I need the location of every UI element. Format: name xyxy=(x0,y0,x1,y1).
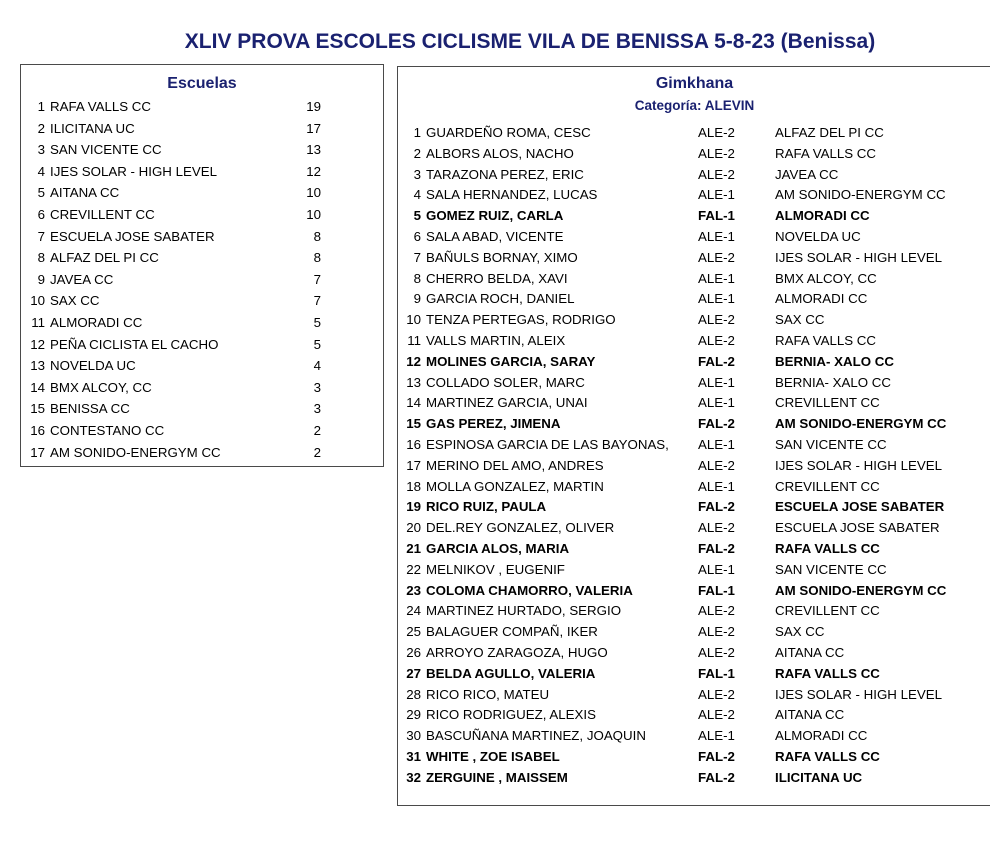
points: 8 xyxy=(313,228,321,244)
club-name: CREVILLENT CC xyxy=(775,395,880,411)
rider-category: ALE-2 xyxy=(698,125,735,140)
position: 2 xyxy=(37,120,45,136)
position: 28 xyxy=(406,686,421,702)
club-name: ALMORADI CC xyxy=(775,208,870,224)
rider-category: ALE-1 xyxy=(698,270,735,286)
club-name: RAFA VALLS CC xyxy=(775,749,880,764)
escuelas-table xyxy=(20,64,384,467)
position: 3 xyxy=(37,142,45,158)
school-name: CREVILLENT CC xyxy=(50,207,155,222)
rider-row xyxy=(398,414,988,435)
rider-row xyxy=(398,477,988,498)
points: 3 xyxy=(313,379,321,395)
rider-row xyxy=(398,144,988,165)
escuela-row xyxy=(21,269,381,291)
position: 14 xyxy=(30,379,45,395)
points: 2 xyxy=(313,423,321,438)
rider-name: RICO RUIZ, PAULA xyxy=(426,499,547,515)
points: 7 xyxy=(313,271,321,287)
escuela-row xyxy=(21,355,381,377)
position: 32 xyxy=(406,769,421,785)
points: 13 xyxy=(306,142,321,158)
position: 20 xyxy=(406,520,421,536)
school-name: SAN VICENTE CC xyxy=(50,142,162,158)
rider-category: ALE-1 xyxy=(698,229,735,244)
rider-category: ALE-1 xyxy=(698,187,735,203)
rider-row xyxy=(398,768,988,789)
club-name: ILICITANA UC xyxy=(775,769,863,785)
position: 16 xyxy=(406,437,421,452)
rider-category: FAL-2 xyxy=(698,769,735,785)
school-name: PEÑA CICLISTA EL CACHO xyxy=(50,336,219,352)
rider-name: RICO RICO, MATEU xyxy=(426,686,550,702)
club-name: JAVEA CC xyxy=(775,166,839,182)
rider-name: GUARDEÑO ROMA, CESC xyxy=(426,125,591,140)
rider-category: ALE-1 xyxy=(698,374,735,390)
position: 11 xyxy=(31,315,45,330)
escuela-row xyxy=(21,420,381,442)
club-name: AITANA CC xyxy=(775,707,845,723)
rider-category: FAL-2 xyxy=(698,353,735,369)
rider-name: DEL.REY GONZALEZ, OLIVER xyxy=(426,520,615,536)
position: 6 xyxy=(37,207,45,222)
rider-name: CHERRO BELDA, XAVI xyxy=(426,270,568,286)
escuela-row xyxy=(21,161,381,183)
position: 8 xyxy=(413,270,421,286)
points: 12 xyxy=(306,163,321,179)
rider-row xyxy=(398,539,988,560)
rider-row xyxy=(398,165,988,186)
rider-row xyxy=(398,373,988,394)
rider-row xyxy=(398,705,988,726)
escuela-row xyxy=(21,204,381,226)
club-name: ESCUELA JOSE SABATER xyxy=(775,520,940,536)
position: 4 xyxy=(37,163,45,179)
rider-name: COLLADO SOLER, MARC xyxy=(426,374,585,390)
position: 5 xyxy=(413,208,421,224)
escuela-row xyxy=(21,118,381,140)
rider-name: RICO RODRIGUEZ, ALEXIS xyxy=(426,707,596,723)
rider-name: ALBORS ALOS, NACHO xyxy=(426,145,574,161)
club-name: BMX ALCOY, CC xyxy=(775,270,877,286)
rider-category: FAL-1 xyxy=(698,208,735,224)
position: 5 xyxy=(37,185,45,201)
position: 17 xyxy=(406,457,421,473)
rider-row xyxy=(398,581,988,602)
rider-row xyxy=(398,456,988,477)
escuela-row xyxy=(21,398,381,420)
position: 15 xyxy=(406,416,421,432)
rider-category: ALE-2 xyxy=(698,457,735,473)
position: 29 xyxy=(406,707,421,723)
rider-category: FAL-1 xyxy=(698,665,735,681)
page-title: XLIV PROVA ESCOLES CICLISME VILA DE BENISSA 5-8-23 (Benissa) xyxy=(184,30,876,53)
club-name: CREVILLENT CC xyxy=(775,603,880,619)
rider-name: GARCIA ALOS, MARIA xyxy=(426,541,570,556)
position: 26 xyxy=(406,645,421,660)
position: 3 xyxy=(413,166,421,182)
rider-name: MARTINEZ GARCIA, UNAI xyxy=(426,395,588,411)
rider-row xyxy=(398,622,988,643)
rider-name: SALA HERNANDEZ, LUCAS xyxy=(426,187,598,203)
rider-category: ALE-2 xyxy=(698,645,735,660)
club-name: IJES SOLAR - HIGH LEVEL xyxy=(775,249,943,265)
school-name: AM SONIDO-ENERGYM CC xyxy=(50,444,221,460)
rider-name: BELDA AGULLO, VALERIA xyxy=(426,665,596,681)
rider-row xyxy=(398,185,988,206)
position: 27 xyxy=(406,665,421,681)
rider-category: FAL-2 xyxy=(698,541,735,556)
points: 7 xyxy=(313,293,321,309)
rider-row xyxy=(398,497,988,518)
position: 6 xyxy=(413,229,421,244)
rider-category: FAL-1 xyxy=(698,582,735,598)
rider-category: ALE-1 xyxy=(698,395,735,411)
escuela-row xyxy=(21,247,381,269)
club-name: SAX CC xyxy=(775,312,825,328)
position: 30 xyxy=(406,728,421,744)
school-name: ALFAZ DEL PI CC xyxy=(50,250,159,266)
rider-category: ALE-2 xyxy=(698,520,735,536)
position: 13 xyxy=(30,358,45,374)
points: 10 xyxy=(306,185,321,201)
rider-category: ALE-1 xyxy=(698,291,735,307)
points: 3 xyxy=(313,401,321,417)
position: 10 xyxy=(30,293,45,309)
school-name: JAVEA CC xyxy=(50,271,114,287)
escuela-row xyxy=(21,182,381,204)
club-name: BERNIA- XALO CC xyxy=(775,353,894,369)
rider-row xyxy=(398,393,988,414)
rider-name: ZERGUINE , MAISSEM xyxy=(426,769,568,785)
position: 8 xyxy=(37,250,45,266)
points: 17 xyxy=(306,120,321,136)
rider-row xyxy=(398,269,988,290)
position: 17 xyxy=(30,444,45,460)
rider-category: ALE-2 xyxy=(698,312,735,328)
position: 9 xyxy=(413,291,421,307)
club-name: AM SONIDO-ENERGYM CC xyxy=(775,187,946,203)
position: 11 xyxy=(407,333,421,348)
rider-name: GAS PEREZ, JIMENA xyxy=(426,416,561,432)
position: 4 xyxy=(413,187,421,203)
rider-category: FAL-2 xyxy=(698,749,735,764)
position: 12 xyxy=(30,336,45,352)
position: 1 xyxy=(37,99,45,114)
club-name: AM SONIDO-ENERGYM CC xyxy=(775,582,947,598)
school-name: BENISSA CC xyxy=(50,401,130,417)
club-name: SAN VICENTE CC xyxy=(775,561,887,577)
points: 5 xyxy=(313,336,321,352)
position: 24 xyxy=(406,603,421,619)
points: 5 xyxy=(313,315,321,330)
rider-category: ALE-2 xyxy=(698,166,735,182)
school-name: CONTESTANO CC xyxy=(50,423,165,438)
rider-name: GARCIA ROCH, DANIEL xyxy=(426,291,575,307)
rider-name: VALLS MARTIN, ALEIX xyxy=(426,333,566,348)
rider-name: MARTINEZ HURTADO, SERGIO xyxy=(426,603,622,619)
category-label: Categoría: ALEVIN xyxy=(634,98,755,113)
rider-name: WHITE , ZOE ISABEL xyxy=(426,749,560,764)
club-name: SAX CC xyxy=(775,624,825,640)
rider-category: ALE-2 xyxy=(698,686,735,702)
rider-name: TENZA PERTEGAS, RODRIGO xyxy=(426,312,616,328)
position: 7 xyxy=(413,249,421,265)
rider-name: GOMEZ RUIZ, CARLA xyxy=(426,208,564,224)
rider-name: ARROYO ZARAGOZA, HUGO xyxy=(426,645,608,660)
rider-category: ALE-1 xyxy=(698,561,735,577)
points: 8 xyxy=(313,250,321,266)
club-name: RAFA VALLS CC xyxy=(775,665,880,681)
gimkhana-heading: Gimkhana xyxy=(655,75,734,92)
rider-row xyxy=(398,643,988,664)
rider-row xyxy=(398,123,988,144)
escuela-row xyxy=(21,312,381,334)
position: 21 xyxy=(406,541,421,556)
club-name: ALMORADI CC xyxy=(775,728,868,744)
position: 2 xyxy=(413,145,421,161)
rider-name: TARAZONA PEREZ, ERIC xyxy=(426,166,584,182)
position: 18 xyxy=(406,478,421,494)
position: 12 xyxy=(406,353,421,369)
rider-name: MELNIKOV , EUGENIF xyxy=(426,561,565,577)
rider-category: FAL-2 xyxy=(698,499,735,515)
escuela-row xyxy=(21,334,381,356)
position: 9 xyxy=(37,271,45,287)
rider-row xyxy=(398,206,988,227)
school-name: ESCUELA JOSE SABATER xyxy=(50,228,215,244)
escuela-row xyxy=(21,442,381,464)
rider-category: ALE-2 xyxy=(698,145,735,161)
rider-row xyxy=(398,726,988,747)
rider-category: ALE-1 xyxy=(698,437,735,452)
rider-row xyxy=(398,227,988,248)
rider-category: ALE-1 xyxy=(698,478,735,494)
position: 14 xyxy=(406,395,421,411)
position: 1 xyxy=(413,125,421,140)
escuela-row xyxy=(21,226,381,248)
points: 19 xyxy=(306,99,321,114)
rider-row xyxy=(398,310,988,331)
gimkhana-table xyxy=(397,66,990,806)
rider-name: ESPINOSA GARCIA DE LAS BAYONAS, xyxy=(426,437,669,452)
rider-row xyxy=(398,601,988,622)
club-name: ESCUELA JOSE SABATER xyxy=(775,499,945,515)
school-name: AITANA CC xyxy=(50,185,120,201)
rider-name: MOLLA GONZALEZ, MARTIN xyxy=(426,478,604,494)
position: 16 xyxy=(30,423,45,438)
school-name: BMX ALCOY, CC xyxy=(50,379,152,395)
position: 23 xyxy=(406,582,421,598)
escuela-row xyxy=(21,139,381,161)
rider-category: ALE-2 xyxy=(698,624,735,640)
position: 19 xyxy=(406,499,421,515)
club-name: BERNIA- XALO CC xyxy=(775,374,892,390)
rider-category: ALE-1 xyxy=(698,728,735,744)
rider-row xyxy=(398,331,988,352)
rider-category: ALE-2 xyxy=(698,249,735,265)
position: 15 xyxy=(30,401,45,417)
rider-name: COLOMA CHAMORRO, VALERIA xyxy=(426,582,633,598)
rider-category: ALE-2 xyxy=(698,333,735,348)
escuela-row xyxy=(21,377,381,399)
position: 10 xyxy=(406,312,421,328)
school-name: RAFA VALLS CC xyxy=(50,99,151,114)
rider-category: ALE-2 xyxy=(698,603,735,619)
rider-name: BALAGUER COMPAÑ, IKER xyxy=(426,624,598,640)
rider-category: FAL-2 xyxy=(698,416,735,432)
club-name: RAFA VALLS CC xyxy=(775,333,876,348)
position: 31 xyxy=(406,749,421,764)
rider-row xyxy=(398,685,988,706)
rider-row xyxy=(398,289,988,310)
rider-name: BAÑULS BORNAY, XIMO xyxy=(426,249,578,265)
school-name: IJES SOLAR - HIGH LEVEL xyxy=(50,163,218,179)
club-name: AM SONIDO-ENERGYM CC xyxy=(775,416,947,432)
rider-name: BASCUÑANA MARTINEZ, JOAQUIN xyxy=(426,728,646,744)
rider-name: SALA ABAD, VICENTE xyxy=(426,229,564,244)
school-name: ALMORADI CC xyxy=(50,315,143,330)
rider-name: MERINO DEL AMO, ANDRES xyxy=(426,457,604,473)
club-name: RAFA VALLS CC xyxy=(775,541,880,556)
rider-row xyxy=(398,518,988,539)
rider-category: ALE-2 xyxy=(698,707,735,723)
club-name: ALMORADI CC xyxy=(775,291,868,307)
club-name: IJES SOLAR - HIGH LEVEL xyxy=(775,457,943,473)
rider-name: MOLINES GARCIA, SARAY xyxy=(426,353,596,369)
position: 22 xyxy=(406,561,421,577)
escuelas-heading: Escuelas xyxy=(167,75,237,92)
club-name: IJES SOLAR - HIGH LEVEL xyxy=(775,686,943,702)
club-name: CREVILLENT CC xyxy=(775,478,880,494)
points: 4 xyxy=(313,358,321,374)
escuela-row xyxy=(21,290,381,312)
school-name: ILICITANA UC xyxy=(50,120,135,136)
position: 25 xyxy=(406,624,421,640)
escuela-row xyxy=(21,96,381,118)
rider-row xyxy=(398,560,988,581)
position: 7 xyxy=(37,228,45,244)
position: 13 xyxy=(406,374,421,390)
rider-row xyxy=(398,352,988,373)
club-name: RAFA VALLS CC xyxy=(775,145,876,161)
club-name: SAN VICENTE CC xyxy=(775,437,887,452)
club-name: NOVELDA UC xyxy=(775,229,861,244)
rider-row xyxy=(398,747,988,768)
club-name: ALFAZ DEL PI CC xyxy=(775,125,884,140)
school-name: SAX CC xyxy=(50,293,100,309)
club-name: AITANA CC xyxy=(775,645,845,660)
rider-row xyxy=(398,248,988,269)
rider-row xyxy=(398,435,988,456)
rider-row xyxy=(398,664,988,685)
points: 10 xyxy=(306,207,321,222)
points: 2 xyxy=(313,444,321,460)
school-name: NOVELDA UC xyxy=(50,358,136,374)
